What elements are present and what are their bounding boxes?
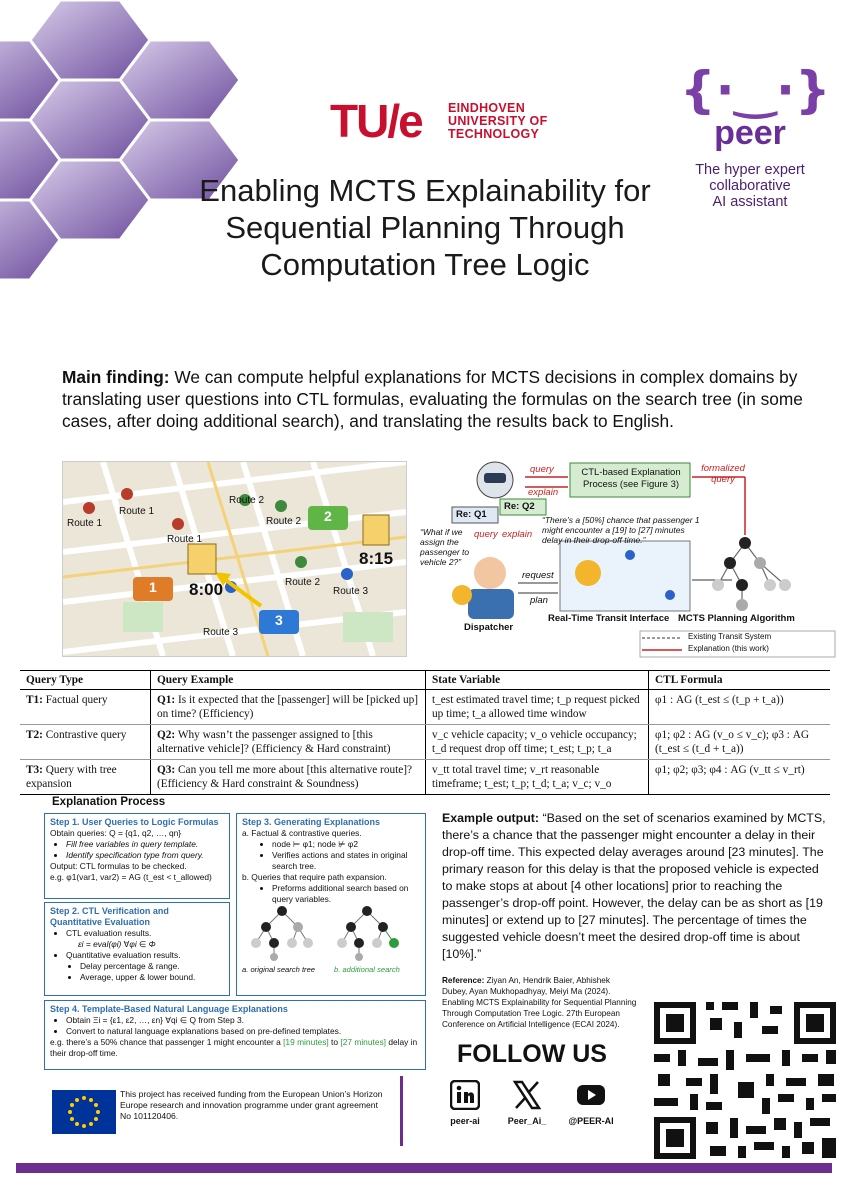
explain-label-2: explain	[502, 529, 533, 540]
q2-answer-bubble: “There’s a [50%] chance that passenger 1 might encounter a [19] to [27] minutes delay in their drop-off time.”	[542, 515, 700, 545]
tree-caption-b: b. additional search	[334, 965, 400, 974]
formalized-query-label: formalized query	[701, 463, 745, 485]
tue-line: EINDHOVEN	[448, 101, 526, 115]
explain-label: explain	[528, 487, 559, 498]
reference-label: Reference:	[442, 976, 485, 985]
route-label: Route 2	[229, 495, 265, 506]
column-header: State Variable	[426, 671, 649, 690]
step1-bullet: Fill free variables in query template.	[66, 839, 199, 849]
reference-text: Ziyan An, Hendrik Baier, Abhishek Dubey, Ayan Mukhopadhyay, Meiyi Ma (2024). Enabling MCTS Explainability for Sequential Planning Through Computation Tree Logic. 27th European Conference on Artificial Intelligence (ECAI 2024).	[442, 976, 637, 1029]
peer-tagline-line: The hyper expert	[695, 162, 805, 178]
example-text: Why wasn’t the passenger assigned to [this alternative vehicle]? (Efficiency & Hard constraint)	[157, 729, 391, 755]
vertical-divider	[400, 1076, 403, 1146]
pickup-time: 8:00	[189, 580, 224, 599]
route-label: Route 3	[203, 627, 239, 638]
example-text: Is it expected that the [passenger] will be [picked up] on time? (Efficiency)	[157, 694, 418, 720]
step3-bullet: • Verifies actions and states in original search tree.	[272, 850, 420, 872]
main-finding	[62, 366, 822, 432]
cell-example	[151, 690, 426, 725]
table-row	[20, 690, 830, 725]
route-label: Route 2	[266, 516, 302, 527]
x-icon	[512, 1080, 542, 1110]
step1-line: e.g. φ1(var1, var2) = AG (t_est < t_allowed)	[50, 872, 212, 882]
step2-heading: Quantitative Evaluation	[50, 917, 151, 927]
example-text: “Based on the set of scenarios examined by MCTS, there’s a chance that the passenger might encounter a delay in their drop-off time. This expected delay averages around [23 minutes]. The primary reason for this delay is that the proposed vehicle is expected to make stops at about [4 other locations] prior to reaching the passenger’s drop-off point. However, the delay can be as short as [19 minutes] or extend up to [27 minutes]. The percentage of times the suggested vehicle doesn’t meet the desired drop-off time is about [10%].”	[442, 811, 826, 961]
x-link[interactable]	[492, 1080, 562, 1126]
linkedin-link[interactable]	[430, 1080, 500, 1126]
step1-heading: Step 1. User Queries to Logic Formulas	[50, 817, 219, 827]
q1-question-bubble: “What if we assign the passenger to vehicle 2?”	[420, 527, 470, 567]
example-id: Q1:	[157, 694, 176, 706]
step3-bullet: • node ⊨ φ1; node ⊭ φ2	[272, 839, 420, 850]
step3-line: b. Queries that require path expansion.	[242, 872, 387, 882]
eu-flag-icon	[52, 1090, 116, 1134]
bus-number: 1	[149, 579, 157, 595]
route-label: Route 1	[167, 534, 203, 545]
dropoff-time: 8:15	[359, 549, 394, 568]
column-header: Query Example	[151, 671, 426, 690]
search-tree-illustration	[242, 905, 420, 961]
tue-line: UNIVERSITY OF	[448, 114, 548, 128]
example-id: Q2:	[157, 729, 176, 741]
step1-bullet: Identify specification type from query.	[66, 850, 204, 860]
example-label: Example output:	[442, 811, 540, 825]
type-id: T2:	[26, 729, 43, 741]
title-line: Enabling MCTS Explainability for	[199, 173, 651, 208]
step4-bullet: • Obtain Ξi = {ε1, ε2, …, εn} ∀qi ∈ Q from Step 3.	[66, 1015, 420, 1026]
plan-label: plan	[530, 595, 548, 606]
step4-heading: Step 4. Template-Based Natural Language Explanations	[50, 1004, 288, 1014]
request-label: request	[522, 570, 554, 581]
reference	[442, 975, 637, 1030]
transit-interface-label: Real-Time Transit Interface	[548, 613, 670, 624]
bottom-bar	[16, 1163, 832, 1173]
tree-caption-a: a. original search tree	[242, 965, 316, 974]
step2-subbullet: • Average, upper & lower bound.	[80, 972, 224, 983]
peer-logo	[680, 60, 831, 230]
tue-line: TECHNOLOGY	[448, 127, 540, 141]
query-table	[20, 670, 830, 795]
follow-us-title: FOLLOW US	[457, 1040, 607, 1068]
query-label-2: query	[474, 529, 498, 540]
column-header: Query Type	[20, 671, 151, 690]
peer-tagline-line: AI assistant	[712, 194, 788, 210]
step2-subbullet: • Delay percentage & range.	[80, 961, 224, 972]
peer-tagline-line: collaborative	[709, 178, 791, 194]
example-text: Can you tell me more about [this alternative route]? (Efficiency & Hard constraint & Soundness)	[157, 764, 413, 790]
cell-type	[20, 725, 151, 760]
route-label: Route 1	[67, 518, 103, 529]
step1-box	[44, 813, 230, 899]
poster-title	[160, 172, 690, 283]
cell-ctl: φ1; φ2; φ3; φ4 : AG (v_tt ≤ v_rt)	[649, 760, 831, 795]
step2-box	[44, 902, 230, 996]
tue-logo	[330, 96, 560, 146]
route-label: Route 2	[285, 577, 321, 588]
re-q1-badge: Re: Q1	[456, 509, 487, 520]
step4-bullet: • Convert to natural language explanations based on pre-defined templates.	[66, 1026, 420, 1037]
step3-box	[236, 813, 426, 996]
peer-wordmark: peer	[714, 114, 786, 152]
column-header: CTL Formula	[649, 671, 831, 690]
explanation-process-title: Explanation Process	[52, 796, 166, 808]
bus-number: 3	[275, 612, 283, 628]
peer-tagline	[680, 162, 820, 210]
step3-bullet: • Preforms additional search based on query variables.	[272, 883, 420, 905]
youtube-link[interactable]	[556, 1080, 626, 1126]
legend-explanation: Explanation (this work)	[688, 644, 769, 653]
youtube-icon	[576, 1080, 606, 1110]
system-diagram	[420, 455, 840, 660]
step2-formula: εi = eval(φi) ∀φi ∈ Φ	[78, 939, 156, 949]
tue-mark: TU/e	[330, 95, 422, 147]
type-id: T3:	[26, 764, 43, 776]
cell-example	[151, 725, 426, 760]
example-output	[442, 810, 832, 963]
step4-example-text: delay in their drop-off time.	[50, 1037, 418, 1058]
step1-line: Obtain queries: Q = {q1, q2, …, qn}	[50, 828, 182, 838]
step4-example	[50, 1037, 420, 1059]
linkedin-handle: peer-ai	[450, 1116, 480, 1126]
type-text: Query with tree expansion	[26, 764, 117, 790]
title-line: Computation Tree Logic	[260, 247, 590, 282]
legend-existing: Existing Transit System	[688, 632, 772, 641]
qr-code[interactable]	[650, 998, 840, 1163]
cell-type	[20, 690, 151, 725]
main-finding-text: We can compute helpful explanations for MCTS decisions in complex domains by translating user questions into CTL formulas, evaluating the formulas on the search tree (in some cases, after doing additional search), and translating the results back to English.	[62, 367, 803, 431]
route-label: Route 3	[333, 586, 369, 597]
bus-number: 2	[324, 508, 332, 524]
step4-example-min: [19 minutes]	[283, 1037, 329, 1047]
cell-type	[20, 760, 151, 795]
step4-example-max: [27 minutes]	[340, 1037, 386, 1047]
title-line: Sequential Planning Through	[225, 210, 625, 245]
step2-bullet: • CTL evaluation results.	[66, 928, 224, 939]
step4-example-text: to	[328, 1037, 341, 1047]
type-text: Factual query	[42, 694, 108, 706]
type-id: T1:	[26, 694, 43, 706]
cell-state: v_c vehicle capacity; v_o vehicle occupancy; t_d request drop off time; t_est; t_p; t_a	[426, 725, 649, 760]
cell-ctl: φ1; φ2 : AG (v_o ≤ v_c); φ3 : AG (t_est ≤ (t_d + t_a))	[649, 725, 831, 760]
peer-face-icon: {·‿·}	[680, 61, 831, 119]
type-text: Contrastive query	[42, 729, 127, 741]
linkedin-icon	[450, 1080, 480, 1110]
re-q2-badge: Re: Q2	[504, 501, 535, 512]
step3-line: a. Factual & contrastive queries.	[242, 828, 362, 838]
step2-heading: Step 2. CTL Verification and	[50, 906, 169, 916]
cell-example	[151, 760, 426, 795]
city-map-figure	[62, 461, 407, 657]
step4-example-text: e.g. there’s a 50% chance that passenger 1 might encounter a	[50, 1037, 284, 1047]
query-label: query	[530, 464, 554, 475]
route-label: Route 1	[119, 506, 155, 517]
step4-box	[44, 1000, 426, 1070]
cell-state: v_tt total travel time; v_rt reasonable timeframe; t_est; t_p; t_d; t_a; v_c; v_o	[426, 760, 649, 795]
tue-wordmark	[448, 102, 548, 141]
cell-ctl: φ1 : AG (t_est ≤ (t_p + t_a))	[649, 690, 831, 725]
tree-captions	[242, 964, 420, 976]
funding-notice: This project has received funding from the European Union’s Horizon Europe research and innovation programme under grant agreement No 101120406.	[120, 1089, 383, 1121]
example-id: Q3:	[157, 764, 176, 776]
step2-bullet: • Quantitative evaluation results.	[66, 950, 224, 961]
step1-line: Output: CTL formulas to be checked.	[50, 861, 187, 871]
table-header-row	[20, 671, 830, 690]
step3-heading: Step 3. Generating Explanations	[242, 817, 381, 827]
table-row	[20, 725, 830, 760]
mcts-label: MCTS Planning Algorithm	[678, 613, 795, 624]
main-finding-label: Main finding:	[62, 367, 170, 387]
table-row	[20, 760, 830, 795]
dispatcher-label: Dispatcher	[464, 622, 514, 633]
ctl-process-box: CTL-based Explanation Process (see Figure 3)	[581, 467, 681, 490]
youtube-handle: @PEER-AI	[568, 1116, 614, 1126]
cell-state: t_est estimated travel time; t_p request picked up time; t_a allowed time window	[426, 690, 649, 725]
x-handle: Peer_Ai_	[507, 1116, 547, 1126]
